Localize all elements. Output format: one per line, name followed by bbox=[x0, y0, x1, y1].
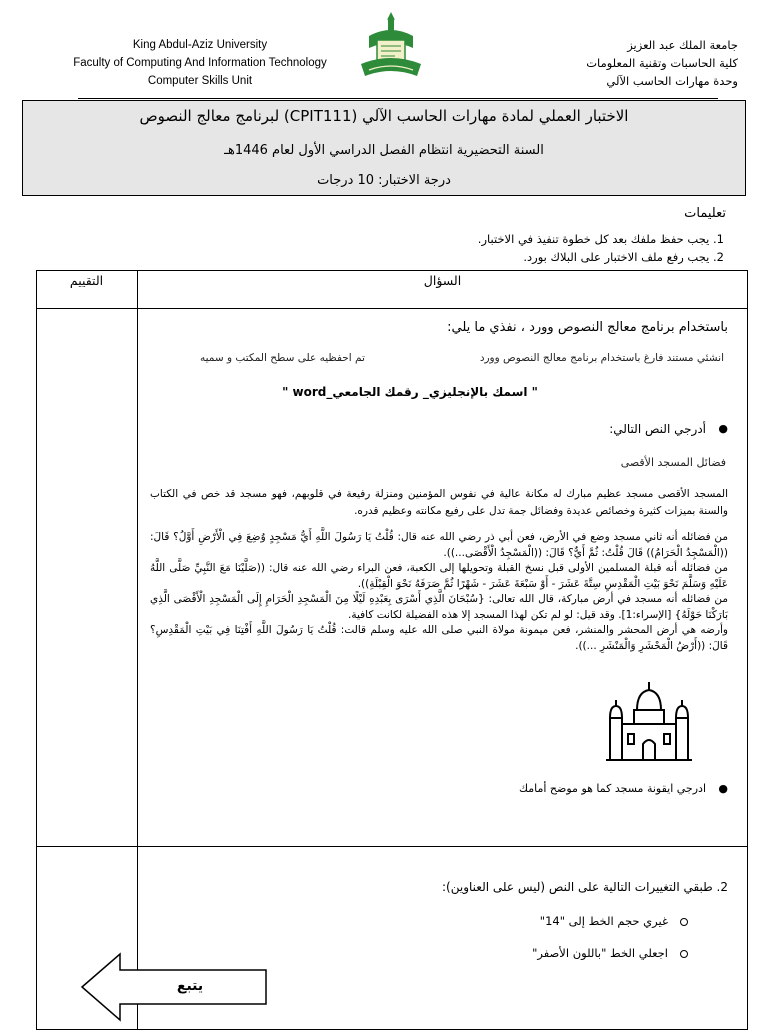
unit-name-ar: وحدة مهارات الحاسب الآلي bbox=[606, 74, 738, 88]
university-name-ar: جامعة الملك عبد العزيز bbox=[627, 38, 738, 52]
q2-item-label: اجعلي الخط "باللون الأصفر" bbox=[532, 946, 668, 960]
column-header-question: السؤال bbox=[423, 273, 462, 288]
bullet-icon: ● bbox=[718, 422, 728, 435]
instruction-item: 1. يجب حفظ ملفك بعد كل خطوة تنفيذ في الاختبار. bbox=[477, 232, 724, 246]
faculty-name-ar: كلية الحاسبات وتقنية المعلومات bbox=[586, 56, 738, 70]
university-logo-icon bbox=[355, 8, 427, 86]
passage-paragraph-2 bbox=[150, 530, 728, 654]
column-header-grade: التقييم bbox=[69, 273, 104, 288]
header-arabic bbox=[518, 36, 738, 90]
exam-grade: درجة الاختبار: 10 درجات bbox=[317, 173, 451, 188]
university-name-en: King Abdul-Aziz University bbox=[132, 39, 268, 51]
passage-line: من فضائله أنه قبلة المسلمين الأولى قبل نسخ القبلة وتحويلها إلى الكعبة، فعن البراء رضي الله عنه قال: ((صَلَّيْنَا مَعَ النَّبِيِّ صَلَّى اللَّهُ عَلَيْهِ وَسَلَّمَ نَحْوَ بَيْتِ الْمَقْدِسِ سِتَّةَ عَشَرَ - أَوْ سَبْعَةَ عَشَرَ - شَهْرًا ثُمَّ صَرَفَهُ نَحْوَ الْقِبْلَةِ)). bbox=[150, 562, 728, 590]
passage-line: وأرضه هي أرض المحشر والمنشر، فعن ميمونة مولاة النبي صلى الله عليه وسلم قالت: قُلْتُ يَا رَسُولَ اللَّهِ أَفْتِنَا فِي بَيْتِ الْمَقْدِسِ؟ قَالَ: ((أَرْضُ الْمَحْشَرِ وَالْمَنْشَرِ ...)). bbox=[150, 624, 728, 652]
q2-item-font-size bbox=[540, 914, 688, 928]
q1-insert-icon: ادرجي ايقونة مسجد كما هو موضح أمامك bbox=[518, 782, 706, 795]
q2-item-font-color bbox=[532, 946, 688, 960]
header-divider bbox=[78, 98, 718, 99]
table-column-divider bbox=[137, 270, 138, 1030]
q2-item-label: غيري حجم الخط إلى "14" bbox=[539, 914, 668, 928]
bullet-icon: ● bbox=[718, 782, 728, 795]
exam-title-box bbox=[22, 100, 746, 196]
table-row-divider bbox=[36, 846, 748, 847]
passage-line: من فضائله أنه ثاني مسجد وضع في الأرض، فعن أبي ذر رضي الله عنه قال: قُلْتُ يَا رَسُولَ اللَّهِ أَيُّ مَسْجِدٍ وُضِعَ فِي الْأَرْضِ أَوَّلُ؟ قَالَ: ((الْمَسْجِدُ الْحَرَامُ)) قَالَ قُلْتُ: ثُمَّ أَيٌّ؟ قَالَ: ((الْمَسْجِدُ الْأَقْصَى...)). bbox=[150, 531, 728, 559]
q1-save-doc: تم احفظيه على سطح المكتب و سميه bbox=[200, 352, 365, 364]
q1-intro: باستخدام برنامج معالج النصوص وورد ، نفذي ما يلي: bbox=[447, 320, 728, 335]
passage-title: فضائل المسجد الأقصى bbox=[620, 456, 726, 469]
instructions-list bbox=[478, 230, 724, 266]
passage-paragraph-1: المسجد الأقصى مسجد عظيم مبارك له مكانة عالية في نفوس المؤمنين ومنزلة رفيعة في قلوبهم، فهو مسجد قد خص في الكتاب والسنة بميزات كثيرة وخصائص عديدة وفضائل جمة تدل على رفيع مكانته وعظيم قدره. bbox=[150, 488, 728, 517]
header-english bbox=[50, 36, 350, 90]
circle-bullet-icon bbox=[680, 950, 688, 958]
q1-insert-text: أدرجي النص التالي: bbox=[609, 422, 706, 436]
faculty-name-en: Faculty of Computing And Information Technology bbox=[73, 57, 327, 69]
exam-term: السنة التحضيرية انتظام الفصل الدراسي الأول لعام 1446هـ bbox=[224, 143, 544, 158]
unit-name-en: Computer Skills Unit bbox=[147, 75, 253, 87]
mosque-icon bbox=[604, 680, 694, 764]
q2-heading: 2. طبقي التغييرات التالية على النص (ليس على العناوين): bbox=[442, 880, 728, 894]
passage-line: من فضائله أنه مسجد في أرض مباركة، قال الله تعالى: {سُبْحَانَ الَّذِي أَسْرَى بِعَبْدِهِ لَيْلًا مِنَ الْمَسْجِدِ الْحَرَامِ إِلَى الْمَسْجِدِ الْأَقْصَى الَّذِي بَارَكْنَا حَوْلَهُ} [الإسراء:1]. وقد قيل: لو لم تكن لهذا المسجد إلا هذه الفضيلة لكانت كافية. bbox=[150, 593, 728, 621]
table-header-divider bbox=[36, 308, 748, 309]
circle-bullet-icon bbox=[680, 918, 688, 926]
q1-filename: " اسمك بالإنجليزي_ رقمك الجامعي_word " bbox=[282, 385, 538, 399]
next-label[interactable]: يتبع bbox=[176, 978, 204, 994]
q1-create-doc: انشئي مستند فارغ باستخدام برنامج معالج النصوص وورد bbox=[479, 352, 724, 364]
instruction-item: 2. يجب رفع ملف الاختبار على البلاك بورد. bbox=[523, 250, 724, 264]
exam-title: الاختبار العملي لمادة مهارات الحاسب الآلي (CPIT111) لبرنامج معالج النصوص bbox=[139, 107, 629, 125]
instructions-heading: تعليمات bbox=[684, 206, 726, 221]
